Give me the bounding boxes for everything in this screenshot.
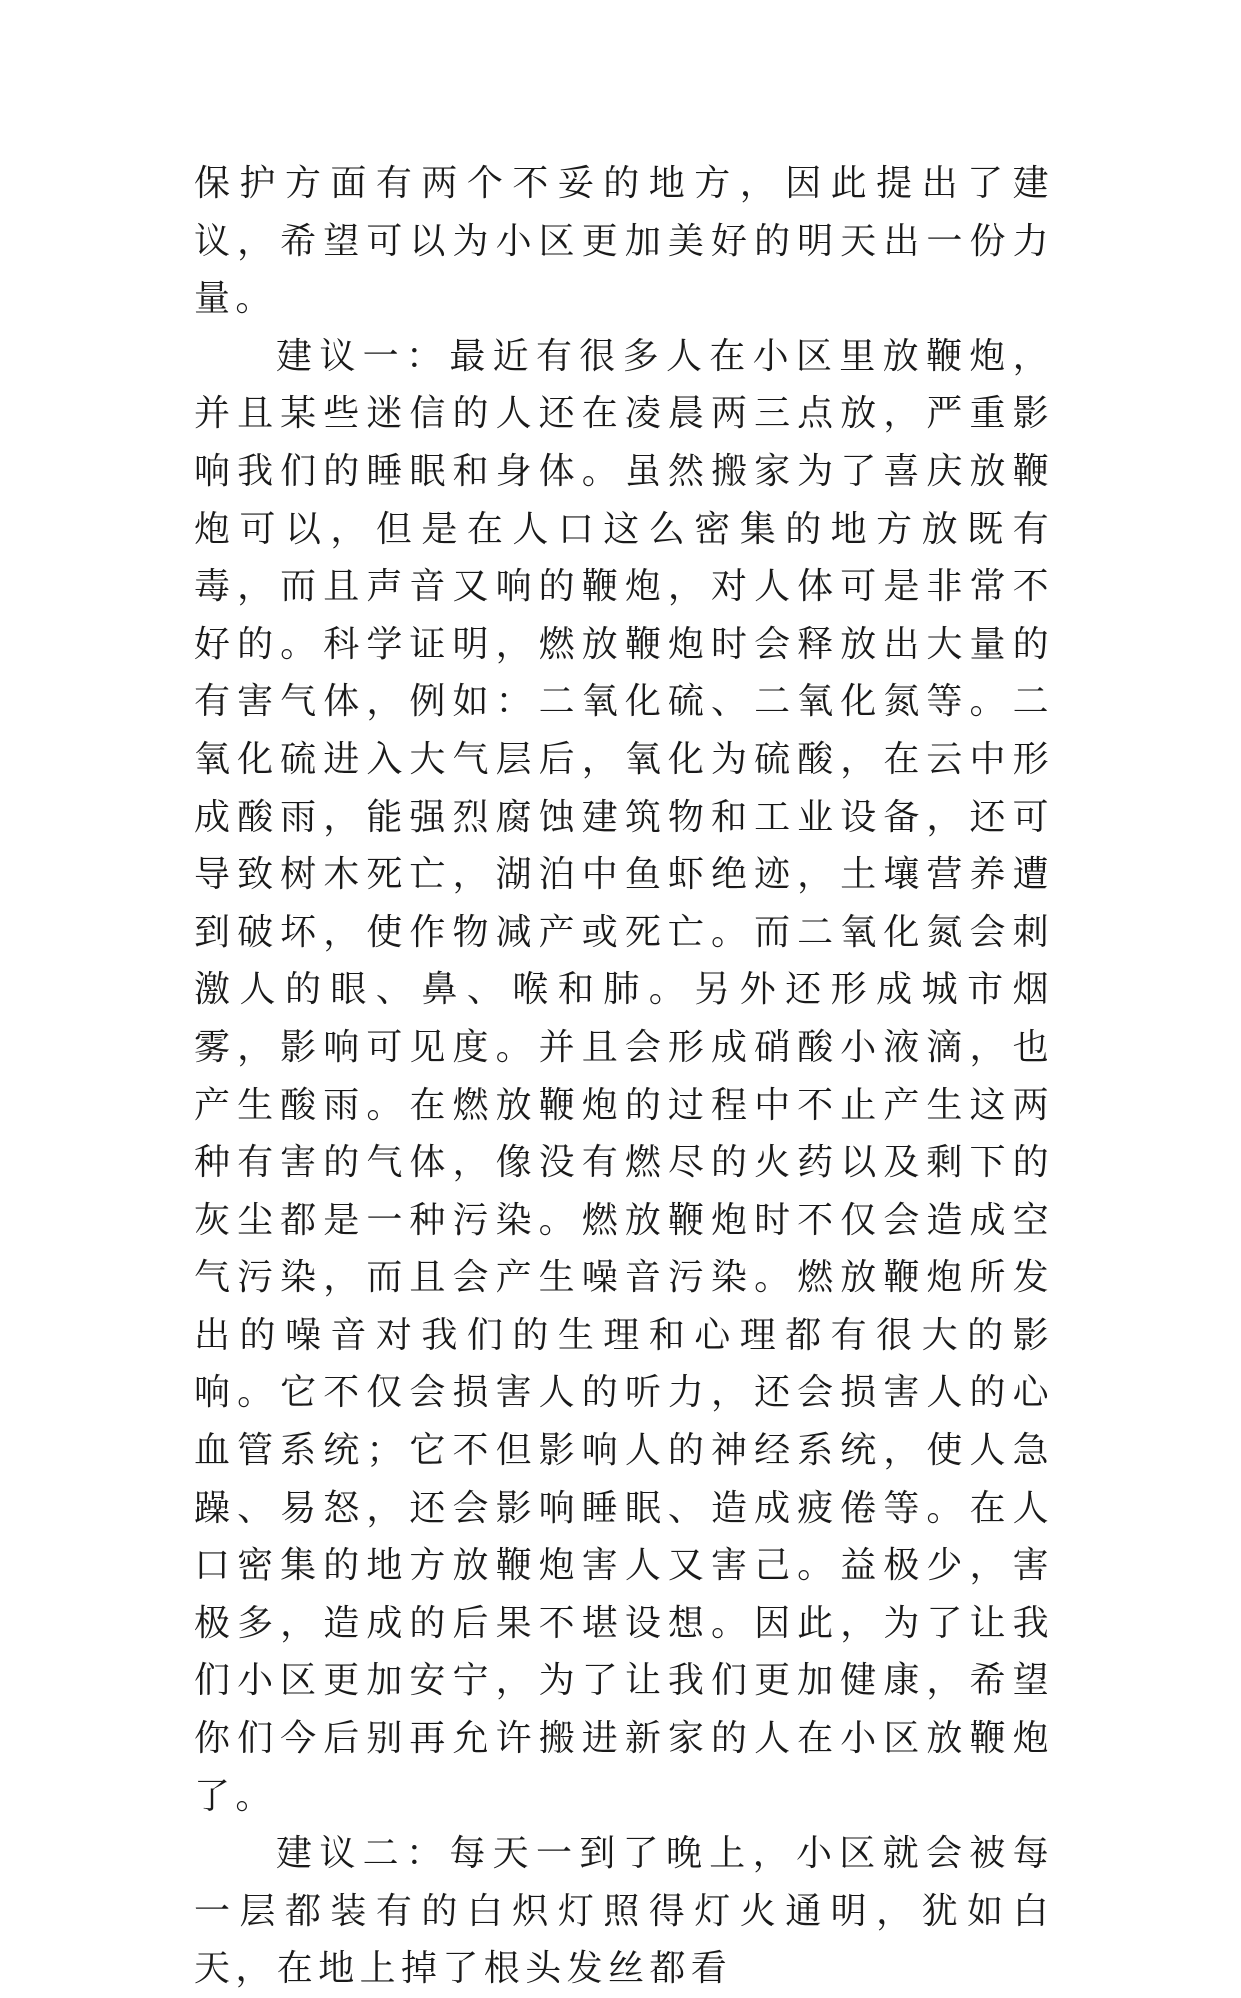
paragraph-continued-intro: 保护方面有两个不妥的地方，因此提出了建议，希望可以为小区更加美好的明天出一份力量。	[194, 163, 1054, 320]
paragraph-suggestion-two: 建议二：每天一到了晚上，小区就会被每一层都装有的白炽灯照得灯火通明，犹如白天，在地上掉了根头发丝都看	[194, 1833, 1054, 1990]
paragraph-suggestion-one: 建议一：最近有很多人在小区里放鞭炮，并且某些迷信的人还在凌晨两三点放，严重影响我们的睡眠和身体。虽然搬家为了喜庆放鞭炮可以，但是在人口这么密集的地方放既有毒，而且声音又响的鞭炮，对人体可是非常不好的。科学证明，燃放鞭炮时会释放出大量的有害气体，例如：二氧化硫、二氧化氮等。二氧化硫进入大气层后，氧化为硫酸，在云中形成酸雨，能强烈腐蚀建筑物和工业设备，还可导致树木死亡，湖泊中鱼虾绝迹，土壤营养遭到破坏，使作物减产或死亡。而二氧化氮会刺激人的眼、鼻、喉和肺。另外还形成城市烟雾，影响可见度。并且会形成硝酸小液滴，也产生酸雨。在燃放鞭炮的过程中不止产生这两种有害的气体，像没有燃尽的火药以及剩下的灰尘都是一种污染。燃放鞭炮时不仅会造成空气污染，而且会产生噪音污染。燃放鞭炮所发出的噪音对我们的生理和心理都有很大的影响。它不仅会损害人的听力，还会损害人的心血管系统；它不但影响人的神经系统，使人急躁、易怒，还会影响睡眠、造成疲倦等。在人口密集的地方放鞭炮害人又害己。益极少，害极多，造成的后果不堪设想。因此，为了让我们小区更加安宁，为了让我们更加健康，希望你们今后别再允许搬进新家的人在小区放鞭炮了。	[194, 335, 1054, 1817]
document-body	[194, 155, 1054, 1998]
